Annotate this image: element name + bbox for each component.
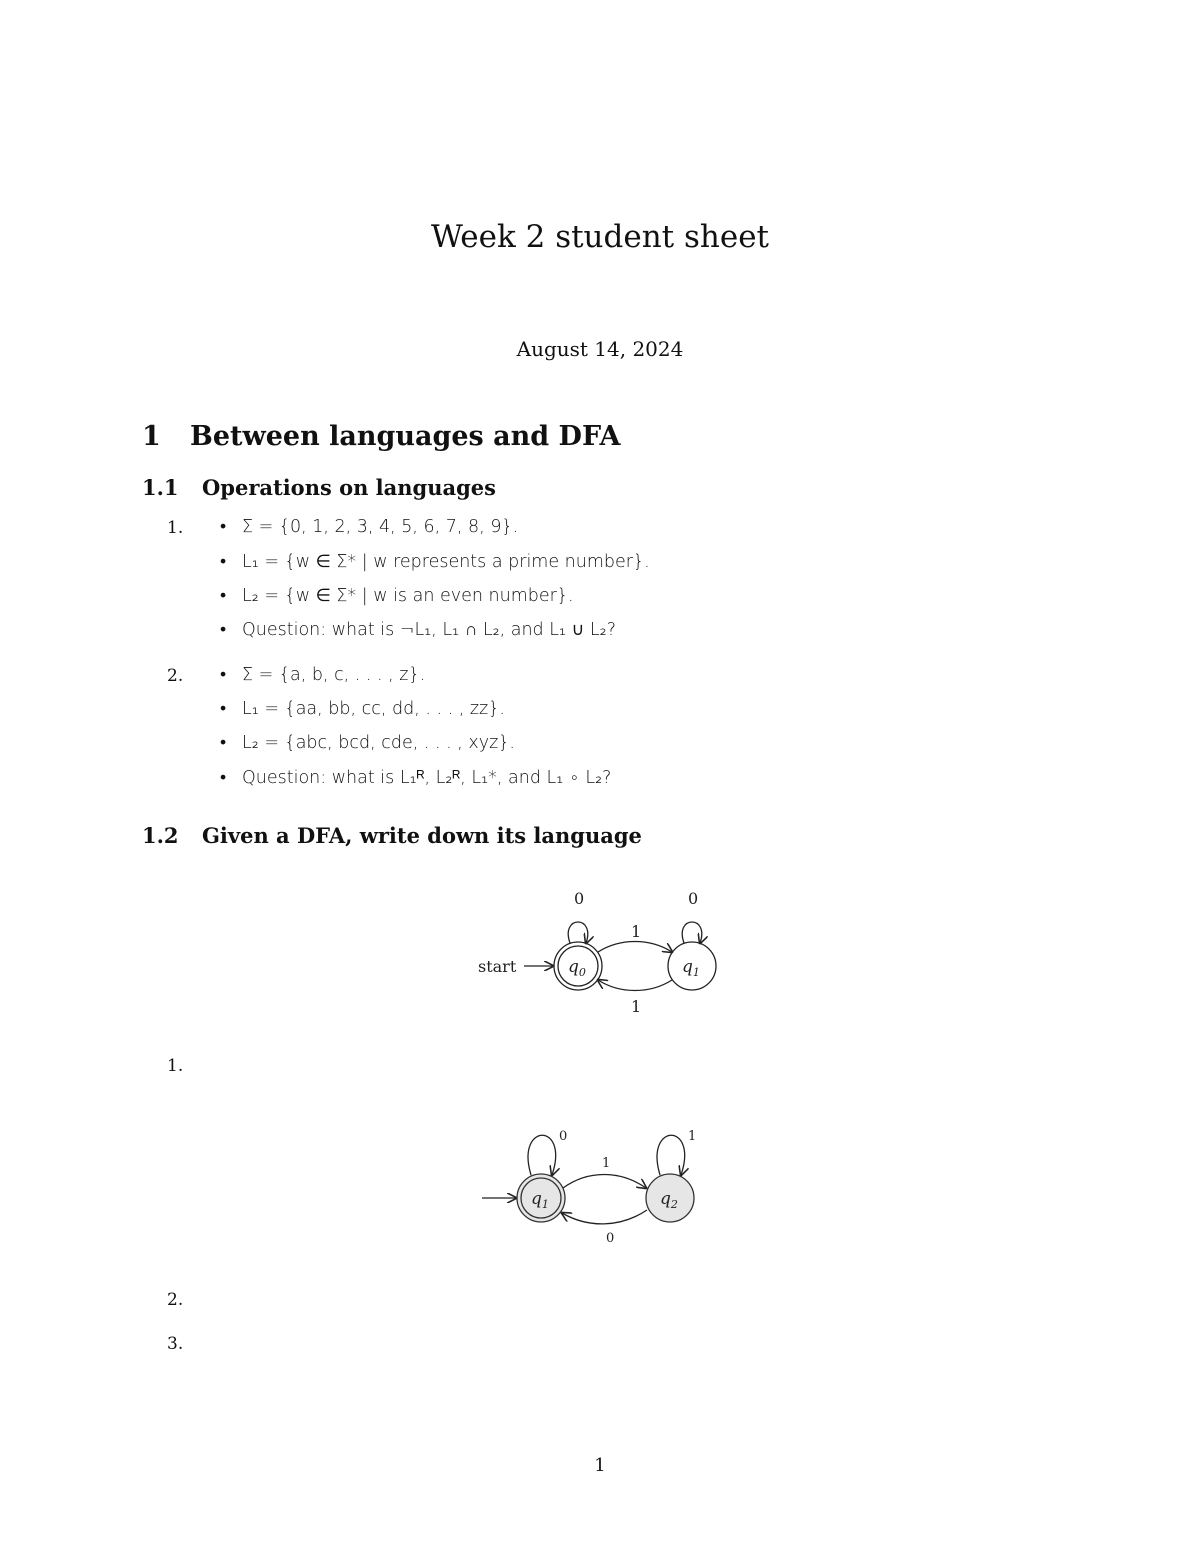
bullet-text: L₂ = {abc, bcd, cde, . . . , xyz}.: [242, 733, 515, 753]
bullet-text: L₂ = {w ∈ Σ* | w is an even number}.: [242, 586, 574, 606]
transition-label: 0: [559, 1129, 568, 1144]
list-item: • Σ = {a, b, c, . . . , z}.: [220, 665, 426, 685]
bullet-text: L₁ = {w ∈ Σ* | w represents a prime number}.: [242, 552, 650, 572]
enum-label: 1.: [167, 1056, 184, 1076]
self-loop: [657, 1135, 685, 1175]
list-item: • L₂ = {abc, bcd, cde, . . . , xyz}.: [220, 733, 515, 753]
self-loop: [528, 1135, 556, 1175]
transition-arrow: [598, 942, 672, 953]
state-label: $q_1$: [682, 957, 700, 979]
document-title: Week 2 student sheet: [430, 219, 770, 255]
state-label: $q_2$: [660, 1189, 678, 1211]
transition-label: 0: [688, 889, 699, 908]
subsection-title: Given a DFA, write down its language: [202, 823, 642, 848]
list-item: • Σ = {0, 1, 2, 3, 4, 5, 6, 7, 8, 9}.: [220, 517, 519, 537]
list-item: • Question: what is L₁ᴿ, L₂ᴿ, L₁*, and L₁ ∘ L₂?: [220, 768, 612, 788]
transition-label: 1: [688, 1129, 697, 1144]
transition-arrow: [598, 980, 672, 991]
enum-label: 3.: [167, 1334, 184, 1354]
bullet-text: Question: what is L₁ᴿ, L₂ᴿ, L₁*, and L₁ ∘ L₂?: [242, 768, 612, 788]
list-item: • L₂ = {w ∈ Σ* | w is an even number}.: [220, 586, 574, 606]
dfa-diagram-1: [460, 880, 740, 1020]
list-item: • L₁ = {w ∈ Σ* | w represents a prime number}.: [220, 552, 650, 572]
list-item: • L₁ = {aa, bb, cc, dd, . . . , zz}.: [220, 699, 505, 719]
state-label: $q_1$: [531, 1189, 549, 1211]
section-heading: [0, 421, 1200, 455]
transition-label: 1: [631, 922, 642, 941]
state-label: $q_0$: [568, 957, 586, 979]
transition-arrow: [563, 1175, 646, 1189]
list-item: • Question: what is ¬L₁, L₁ ∩ L₂, and L₁ ∪ L₂?: [220, 620, 616, 640]
subsection-title: Operations on languages: [202, 475, 496, 500]
transition-label: 1: [602, 1156, 611, 1171]
section-title: Between languages and DFA: [190, 421, 621, 452]
bullet-text: Question: what is ¬L₁, L₁ ∩ L₂, and L₁ ∪ L₂?: [242, 620, 616, 640]
start-label: start: [478, 957, 517, 976]
bullet-text: Σ = {a, b, c, . . . , z}.: [242, 665, 426, 685]
transition-label: 1: [631, 997, 642, 1016]
dfa-diagram-2: [470, 1118, 710, 1250]
bullet-text: Σ = {0, 1, 2, 3, 4, 5, 6, 7, 8, 9}.: [242, 517, 519, 537]
subsection-number: 1.2: [142, 823, 179, 848]
enum-label: 1.: [167, 518, 184, 538]
transition-label: 0: [574, 889, 585, 908]
self-loop: [682, 922, 702, 943]
section-number: 1: [142, 421, 161, 452]
transition-label: 0: [606, 1231, 615, 1246]
page-number: 1: [594, 1455, 606, 1476]
self-loop: [568, 922, 588, 943]
enum-label: 2.: [167, 1290, 184, 1310]
transition-arrow: [562, 1210, 647, 1224]
document-date: August 14, 2024: [516, 337, 684, 361]
enum-label: 2.: [167, 666, 184, 686]
bullet-text: L₁ = {aa, bb, cc, dd, . . . , zz}.: [242, 699, 505, 719]
subsection-number: 1.1: [142, 475, 179, 500]
